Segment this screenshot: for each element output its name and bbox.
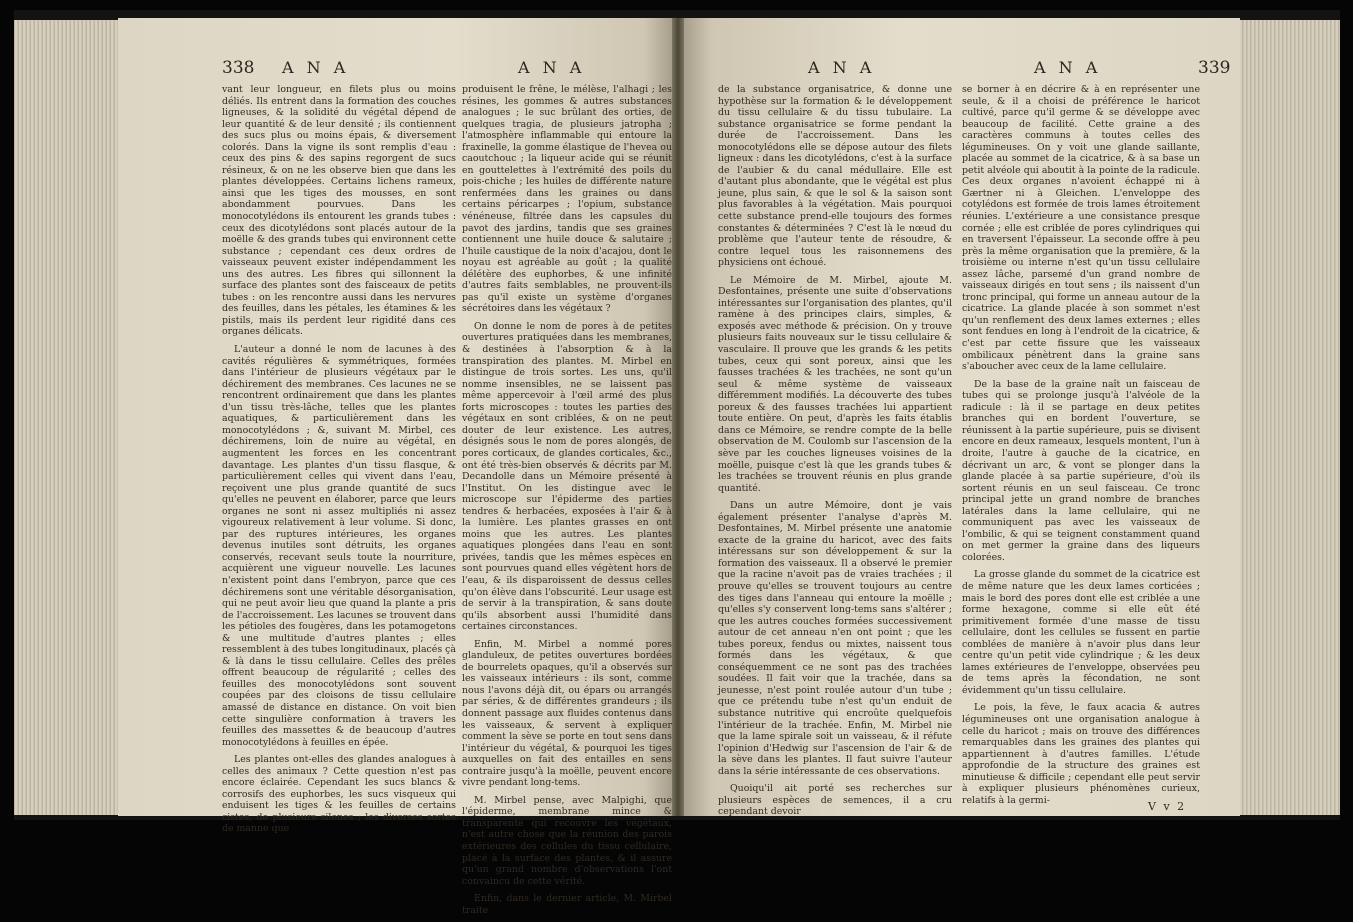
- signature-mark: V v 2: [1148, 800, 1187, 813]
- paragraph: Enfin, dans le dernier article, M. Mirbel traite: [462, 893, 672, 916]
- paragraph: On donne le nom de pores à de petites ouvertures pratiquées dans les membranes, & destinées à l'absorption & à la transpiration des plantes. M. Mirbel en distingue de trois sortes. Les uns, qu'il nomme insensibles, ne se laissent pas même appercevoir à l'œil armé des plus forts microscopes : toutes les parties des végétaux en sont criblées, & on ne peut douter de leur existence. Les autres, désignés sous le nom de pores alongés, de pores corticaux, de glandes corticales, &c., ont été très-bien observés & décrits par M. Decandolle dans un Mémoire présenté à l'Institut. On les distingue avec le microscope sur l'épiderme des parties tendres & herbacées, exposées à l'air & à la lumière. Les plantes grasses en ont moins que les autres. Les plantes aquatiques plongées dans l'eau en sont privées, tandis que les mêmes espèces en sont pourvues quand elles végètent hors de l'eau, & ils disparoissent de dessus celles qu'on élève dans l'obscurité. Leur usage est de servir à la transpiration, & sans doute qu'ils absorbent aussi l'humidité dans certaines circonstances.: [462, 320, 672, 633]
- text-column-right: [962, 84, 1200, 812]
- page-edges-left: [14, 20, 124, 815]
- text-column-right: [462, 84, 672, 922]
- running-head: A N A: [1034, 58, 1102, 77]
- paragraph: vant leur longueur, en filets plus ou moins déliés. Ils entrent dans la formation des couches ligneuses, & la solidité du végétal dépend de leur quantité & de leur densité ; ils contiennent des sucs plus ou moins épais, & diversement colorés. Dans la vigne ils sont remplis d'eau : ceux des pins & des sapins regorgent de sucs résineux, & on ne les observe bien que dans les plantes développées. Certains lichens rameux, ainsi que les tiges des mousses, en sont abondamment pourvues. Dans les monocotylédons ils entourent les grands tubes : ceux des dicotylédons sont placés autour de la moëlle & des grands tubes qui environnent cette substance ; cependant ces deux ordres de vaisseaux peuvent exister indépendamment les uns des autres. Les fibres qui sillonnent la surface des plantes sont des faisceaux de petits tubes : on les rencontre aussi dans les nervures des feuilles, dans les pétales, les étamines & les pistils, mais ils perdent leur rigidité dans ces organes délicats.: [222, 84, 456, 338]
- paragraph: La grosse glande du sommet de la cicatrice est de même nature que les deux lames corticées ; mais le bord des pores dont elle est criblée a une forme hexagone, comme si elle eût été primitivement formée d'une masse de tissu cellulaire, dont les cellules se fussent en partie comblées de manière à n'avoir plus dans leur centre qu'un petit vide cylindrique ; & les deux lames extérieures de l'enveloppe, observées peu de tems après la fécondation, ne sont évidemment qu'un tissu cellulaire.: [962, 569, 1200, 696]
- page-edges-right: [1235, 20, 1340, 815]
- running-head: A N A: [518, 58, 586, 77]
- running-head: A N A: [808, 58, 876, 77]
- paragraph: L'auteur a donné le nom de lacunes à des cavités régulières & symmétriques, formées dans l'intérieur de plusieurs végétaux par le déchirement des membranes. Ces lacunes ne se rencontrent ordinairement que dans les plantes d'un tissu très-lâche, telles que les plantes aquatiques, & particulièrement dans les monocotylédons ; &, suivant M. Mirbel, ces déchiremens, loin de nuire au végétal, en augmentent les forces en les concentrant davantage. Les plantes d'un tissu flasque, & particulièrement celles qui vivent dans l'eau, reçoivent une plus grande quantité de sucs qu'elles ne peuvent en élaborer, parce que leurs organes ne sont ni assez multipliés ni assez vigoureux relativement à leur volume. Si donc, par des ruptures intérieures, les organes devenus inutiles sont détruits, les organes conservés, recevant seuls toute la nourriture, acquièrent une vigueur nouvelle. Les lacunes n'existent point dans l'embryon, parce que ces déchiremens sont une véritable désorganisation, qui ne peut avoir lieu que quand la plante a pris de l'accroissement. Les lacunes se trouvent dans les pétioles des fougères, dans les potamogetons & une multitude d'autres plantes ; elles ressemblent à des tubes longitudinaux, placés çà & là dans le tissu cellulaire. Celles des prêles offrent beaucoup de régularité ; celles des feuilles des monocotylédons sont souvent coupées par des cloisons de tissu cellulaire amassé de distance en distance. On voit bien cette singulière conformation à travers les feuilles des massettes & de beaucoup d'autres monocotylédons à feuilles en épée.: [222, 344, 456, 748]
- paragraph: Enfin, M. Mirbel a nommé pores glanduleux, de petites ouvertures bordées de bourrelets opaques, qu'il a observés sur les vaisseaux intérieurs : ils sont, comme nous l'avons déjà dit, ou épars ou arrangés par séries, & de différentes grandeurs ; ils donnent passage aux fluides contenus dans les vaisseaux, & servent à expliquer comment la sève se porte en tout sens dans l'intérieur du végétal, & pourquoi les tiges auxquelles on fait des entailles en sens contraire jusqu'à la moëlle, peuvent encore vivre pendant long-tems.: [462, 638, 672, 789]
- page-number: 338: [222, 58, 255, 78]
- paragraph: M. Mirbel pense, avec Malpighi, que l'épiderme, membrane mince & transparente qui recouvre les végétaux, n'est autre chose que la réunion des parois extérieures des cellules du tissu cellulaire, placé à la surface des plantes, & il assure qu'un grand nombre d'observations l'ont convaincu de cette vérité.: [462, 794, 672, 887]
- paragraph: Les plantes ont-elles des glandes analogues à celles des animaux ? Cette question n'est pas encore éclairée. Cependant les sucs blancs & corrosifs des euphorbes, les sucs visqueux qui enduisent les tiges & les feuilles de certains cistes, de plusieurs silenes ; les diverses sortes de manne que: [222, 754, 456, 835]
- paragraph: Dans un autre Mémoire, dont je vais également présenter l'analyse d'après M. Desfontaines, M. Mirbel présente une anatomie exacte de la graine du haricot, avec des faits intéressans sur son développement & sur la formation des vaisseaux. Il a observé le premier que la racine n'avoit pas de vraies trachées ; il prouve qu'elles se trouvent toujours au centre des tiges dans l'anneau qui entoure la moëlle ; qu'elles s'y conservent long-tems sans s'altérer ; que les autres couches formées successivement autour de cet anneau n'en ont point ; que les tubes poreux, fendus ou mixtes, naissent tous formés dans les végétaux, & que conséquemment ce ne sont pas des trachées soudées. Il fait voir que la trachée, dans sa jeunesse, n'est point roulée autour d'un tube ; que ce prétendu tube n'est qu'un enduit de substance nutritive qui encroûte quelquefois l'intérieur de la trachée. Enfin, M. Mirbel nie que la lame spirale soit un vaisseau, & il réfute l'opinion d'Hedwig sur l'ascension de l'air & de la sève dans les plantes. Il faut suivre l'auteur dans la série intéressante de ces observations.: [718, 500, 952, 777]
- paragraph: Quoiqu'il ait porté ses recherches sur plusieurs espèces de semences, il a cru cependant devoir: [718, 783, 952, 818]
- page-number: 339: [1198, 58, 1231, 78]
- text-column-left: [222, 84, 456, 841]
- book-gutter: [672, 18, 684, 816]
- paragraph: Le pois, la fève, le faux acacia & autres légumineuses ont une organisation analogue à celle du haricot ; mais on trouve des différences remarquables dans les graines des plantes qui appartiennent à d'autres familles. L'étude approfondie de la structure des graines est minutieuse & difficile ; cependant elle peut servir à expliquer plusieurs phénomènes curieux, relatifs à la germi-: [962, 702, 1200, 806]
- text-column-left: [718, 84, 952, 824]
- paragraph: produisent le frêne, le mélèse, l'alhagi ; les résines, les gommes & autres substances analogues ; le suc brûlant des orties, de quelques tragia, de plusieurs jatropha ; l'atmosphère inflammable qui entoure la fraxinelle, la gomme élastique de l'hevea ou caoutchouc ; la liqueur acide qui se réunit en gouttelettes à l'extrémité des poils du pois-chiche ; les huiles de différente nature renfermées dans les graines ou dans certains péricarpes ; l'opium, substance vénéneuse, filtrée dans les capsules du pavot des jardins, tandis que ses graines contiennent une huile douce & salutaire ; l'huile caustique de la noix d'acajou, dont le noyau est agréable au goût ; la qualité délétère des euphorbes, & une infinité d'autres faits semblables, ne prouvent-ils pas qu'il existe un système d'organes sécrétoires dans les végétaux ?: [462, 84, 672, 315]
- paragraph: De la base de la graine naît un faisceau de tubes qui se prolonge jusqu'à l'alvéole de la radicule : là il se partage en deux petites branches qui en bordent l'ouverture, se réunissent à la partie supérieure, puis se divisent encore en deux rameaux, lesquels montent, l'un à droite, l'autre à gauche de la cicatrice, en décrivant un arc, & vont se plonger dans la glande placée à sa partie supérieure, d'où ils sortent réunis en un seul faisceau. Ce tronc principal jette un grand nombre de branches latérales dans la lame cellulaire, qui ne communiquent pas avec les vaisseaux de l'ombilic, & qui se teignent constamment quand on met germer la graine dans des liqueurs colorées.: [962, 378, 1200, 563]
- running-head: A N A: [282, 58, 350, 77]
- paragraph: se borner à en décrire & à en représenter une seule, & il a choisi de préférence le haricot cultivé, parce qu'il germe & se développe avec beaucoup de facilité. Cette graine a des caractères communs à toutes celles des légumineuses. On y voit une glande saillante, placée au sommet de la cicatrice, & à sa base un petit alvéole qui aboutit à la pointe de la radicule. Ces deux organes n'avoient échappé ni à Gærtner ni à Gleichen. L'enveloppe des cotylédons est formée de trois lames étroitement réunies. L'extérieure a une consistance presque cornée ; elle est criblée de pores cylindriques qui en traversent l'épaisseur. La seconde offre à peu près la même organisation que la première, & la troisième ou interne n'est qu'un tissu cellulaire assez lâche, parsemé d'un grand nombre de vaisseaux dirigés en tout sens ; ils naissent d'un tronc principal, qui forme un anneau autour de la cicatrice. La glande placée à son sommet n'est qu'un renflement des deux lames externes ; elles sont fendues en long à l'endroit de la cicatrice, & c'est par cette fissure que les vaisseaux ombilicaux pénètrent dans la graine sans s'aboucher avec ceux de la lame cellulaire.: [962, 84, 1200, 373]
- paragraph: Le Mémoire de M. Mirbel, ajoute M. Desfontaines, présente une suite d'observations intéressantes sur l'organisation des plantes, qu'il ramène à des principes clairs, simples, & exposés avec méthode & précision. On y trouve plusieurs faits nouveaux sur le tissu cellulaire & vasculaire. Il prouve que les grands & les petits tubes, ceux qui sont poreux, ainsi que les fausses trachées & les trachées, ne sont qu'un seul & même système de vaisseaux différemment modifiés. La découverte des tubes poreux & des fausses trachées lui appartient toute entière. On peut, d'après les faits établis dans ce Mémoire, se rendre compte de la belle observation de M. Coulomb sur l'ascension de la sève par les couches ligneuses voisines de la moëlle, puisque c'est là que les grands tubes & les trachées se trouvent réunis en plus grande quantité.: [718, 274, 952, 494]
- right-page: [678, 18, 1240, 816]
- paragraph: de la substance organisatrice, & donne une hypothèse sur la formation & le développement du tissu cellulaire & du tissu tubulaire. La substance organisatrice se forme pendant la durée de l'accroissement. Dans les monocotylédons elle se dépose autour des filets ligneux : dans les dicotylédons, c'est à la surface de l'aubier & du canal médullaire. Elle est d'autant plus abondante, que le végétal est plus jeune, plus sain, & que le sol & la saison sont plus favorables à la végétation. Mais pourquoi cette substance prend-elle toujours des formes constantes & déterminées ? C'est là le nœud du problème que l'auteur tente de résoudre, & contre lequel tous les raisonnemens des physiciens ont échoué.: [718, 84, 952, 269]
- left-page: [118, 18, 678, 916]
